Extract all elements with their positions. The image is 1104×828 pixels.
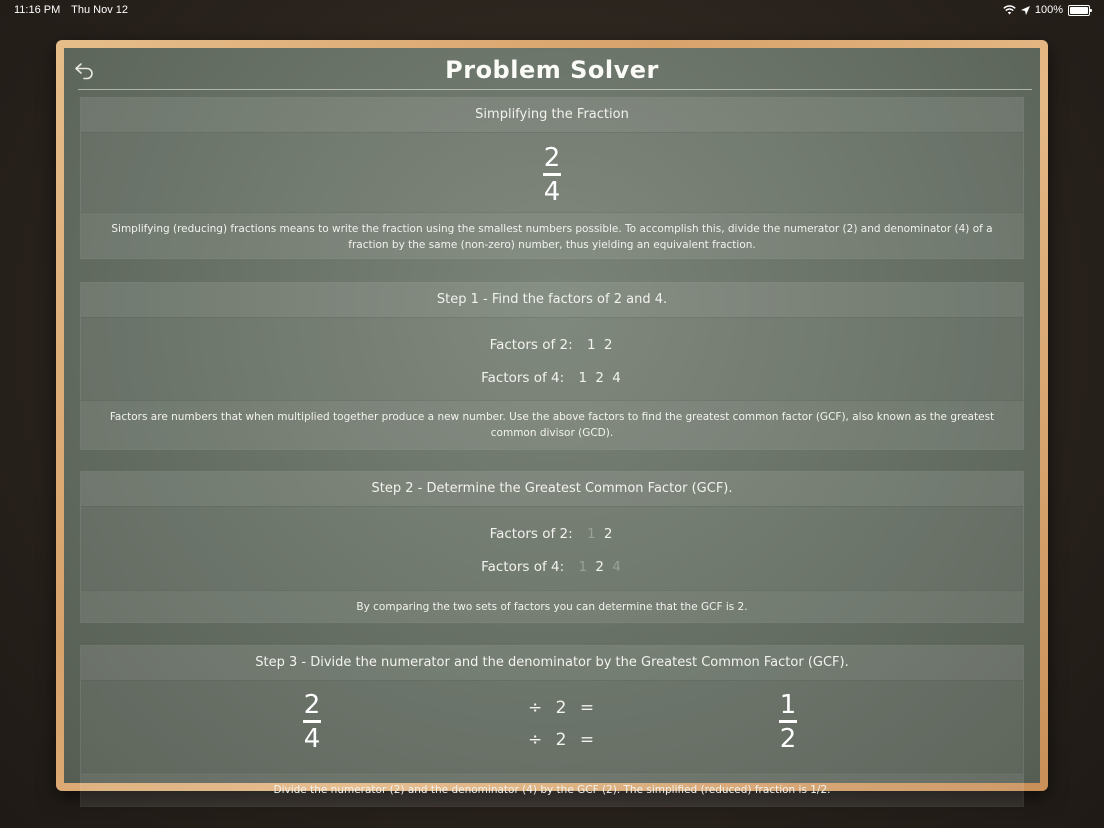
simplify-section — [80, 97, 1024, 259]
step1-note: Factors are numbers that when multiplied together produce a new number. Use the above factors to find the greatest common factor (GCF), also known as the greatest common divisor (GCD). — [81, 400, 1023, 449]
chalkboard — [64, 48, 1040, 796]
factor-value: 2 — [595, 370, 604, 386]
fraction-bar — [543, 173, 561, 176]
step3-result-fraction-wrap — [779, 691, 797, 753]
factor-value-dimmed: 1 — [578, 559, 588, 575]
status-left — [14, 4, 136, 16]
step1-factors-2 — [81, 337, 1023, 353]
step2-section — [80, 471, 1024, 623]
status-time: 11:16 PM — [14, 4, 61, 16]
factor-label: Factors of 2: — [489, 526, 573, 542]
from-fraction — [303, 691, 321, 753]
simplify-note: Simplifying (reducing) fractions means to write the fraction using the smallest numbers possible. To accomplish this, divide the numerator (2) and denominator (4) of a fraction by the same (non-zero) number, thus yielding an equivalent fraction. — [81, 212, 1023, 258]
factor-value: 4 — [612, 370, 621, 386]
step2-note: By comparing the two sets of factors you can determine that the GCF is 2. — [81, 590, 1023, 622]
step3-section — [80, 645, 1024, 807]
status-bar — [0, 0, 1104, 20]
wifi-icon — [1003, 5, 1016, 15]
result-fraction — [779, 691, 797, 753]
factor-label: Factors of 4: — [481, 370, 565, 386]
step2-factors-2 — [81, 526, 1023, 542]
divide-op-bottom: ÷ 2 = — [528, 730, 599, 750]
factor-value: 1 — [578, 370, 588, 386]
step3-from-fraction-wrap — [303, 691, 321, 753]
result-denominator: 2 — [779, 724, 797, 754]
factor-value-dimmed: 1 — [586, 526, 596, 542]
title-divider — [78, 89, 1032, 90]
step1-heading: Step 1 - Find the factors of 2 and 4. — [81, 283, 1023, 318]
chalkboard-frame — [56, 40, 1048, 796]
factor-value-gcf: 2 — [595, 559, 604, 575]
fraction-numerator: 2 — [543, 143, 561, 173]
location-arrow-icon — [1021, 6, 1030, 15]
original-fraction — [543, 144, 561, 206]
result-numerator: 1 — [779, 690, 797, 720]
step2-factors-4 — [81, 559, 1023, 575]
fraction-bar — [779, 720, 797, 723]
factor-value: 1 — [586, 337, 596, 353]
status-right — [1003, 4, 1090, 16]
status-date: Thu Nov 12 — [71, 4, 129, 16]
factor-label: Factors of 4: — [481, 559, 565, 575]
step3-note: Divide the numerator (2) and the denominator (4) by the GCF (2). The simplified (reduced) fraction is 1/2. — [81, 772, 1023, 806]
factor-value-gcf: 2 — [603, 526, 613, 542]
page-title: Problem Solver — [445, 56, 659, 84]
step1-section — [80, 282, 1024, 450]
from-denominator: 4 — [303, 724, 321, 754]
fraction-bar — [303, 720, 321, 723]
factor-value-dimmed: 4 — [612, 559, 621, 575]
step2-heading: Step 2 - Determine the Greatest Common Factor (GCF). — [81, 472, 1023, 507]
fraction-denominator: 4 — [543, 177, 561, 207]
battery-icon — [1068, 5, 1090, 16]
battery-percent: 100% — [1034, 4, 1063, 16]
step1-factors-4 — [81, 370, 1023, 386]
simplify-fraction-wrap — [81, 144, 1023, 206]
step3-heading: Step 3 - Divide the numerator and the denominator by the Greatest Common Factor (GCF). — [81, 646, 1023, 681]
factor-label: Factors of 2: — [489, 337, 573, 353]
simplify-heading: Simplifying the Fraction — [81, 98, 1023, 133]
factor-value: 2 — [603, 337, 613, 353]
divide-op-top: ÷ 2 = — [528, 698, 599, 718]
from-numerator: 2 — [303, 690, 321, 720]
